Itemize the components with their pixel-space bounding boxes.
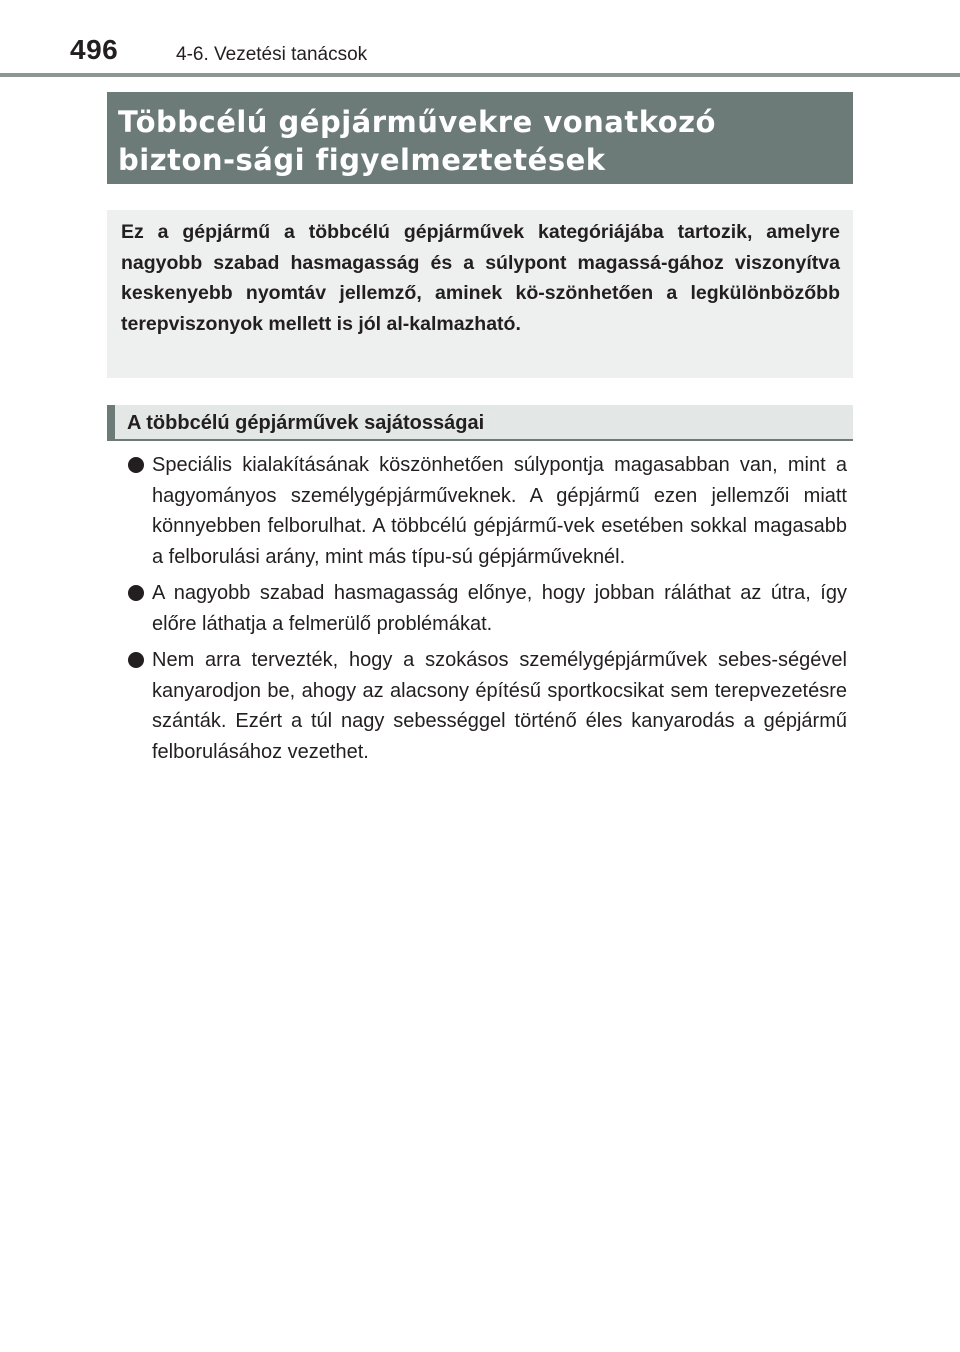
bullet-icon xyxy=(128,457,144,473)
bullet-icon xyxy=(128,585,144,601)
list-item-text: Speciális kialakításának köszönhetően súlypontja magasabban van, mint a hagyományos személygépjárműveknek. A gépjármű ezen jellemzői miatt könnyebben felborulhat. A többcélú gépjármű-vek esetében sokkal magasabb a felborulási arány, mint más típu-sú gépjárműveknél. xyxy=(152,454,847,568)
title-banner xyxy=(107,92,853,184)
subheading-text: A többcélú gépjárművek sajátosságai xyxy=(127,412,485,434)
list-item xyxy=(128,450,847,572)
page-header xyxy=(0,0,960,80)
page-number: 496 xyxy=(70,34,119,65)
bullet-icon xyxy=(128,652,144,668)
page-title: Többcélú gépjárművekre vonatkozó bizton-sági figyelmeztetések xyxy=(118,105,716,177)
list-item-text: Nem arra tervezték, hogy a szokásos személygépjárművek sebes-ségével kanyarodjon be, ahogy az alacsony építésű sportkocsikat sem terepvezetésre szánták. Ezért a túl nagy sebességgel történő éles kanyarodás a gépjármű felborulásához vezethet. xyxy=(152,649,847,763)
list-item xyxy=(128,645,847,767)
intro-box xyxy=(107,210,853,378)
intro-paragraph: Ez a gépjármű a többcélú gépjárművek kategóriájába tartozik, amelyre nagyobb szabad hasmagasság és a súlypont magassá-gához viszonyítva keskenyebb nyomtáv jellemző, aminek kö-szönhetően a legkülönbözőbb terepviszonyok mellett is jól al-kalmazható. xyxy=(121,221,840,335)
section-reference: 4-6. Vezetési tanácsok xyxy=(176,44,368,65)
header-divider xyxy=(0,73,960,77)
section-subheading xyxy=(107,405,853,441)
bullet-list xyxy=(128,450,847,773)
list-item-text: A nagyobb szabad hasmagasság előnye, hogy jobban ráláthat az útra, így előre láthatja a felmerülő problémákat. xyxy=(152,582,847,635)
list-item xyxy=(128,578,847,639)
